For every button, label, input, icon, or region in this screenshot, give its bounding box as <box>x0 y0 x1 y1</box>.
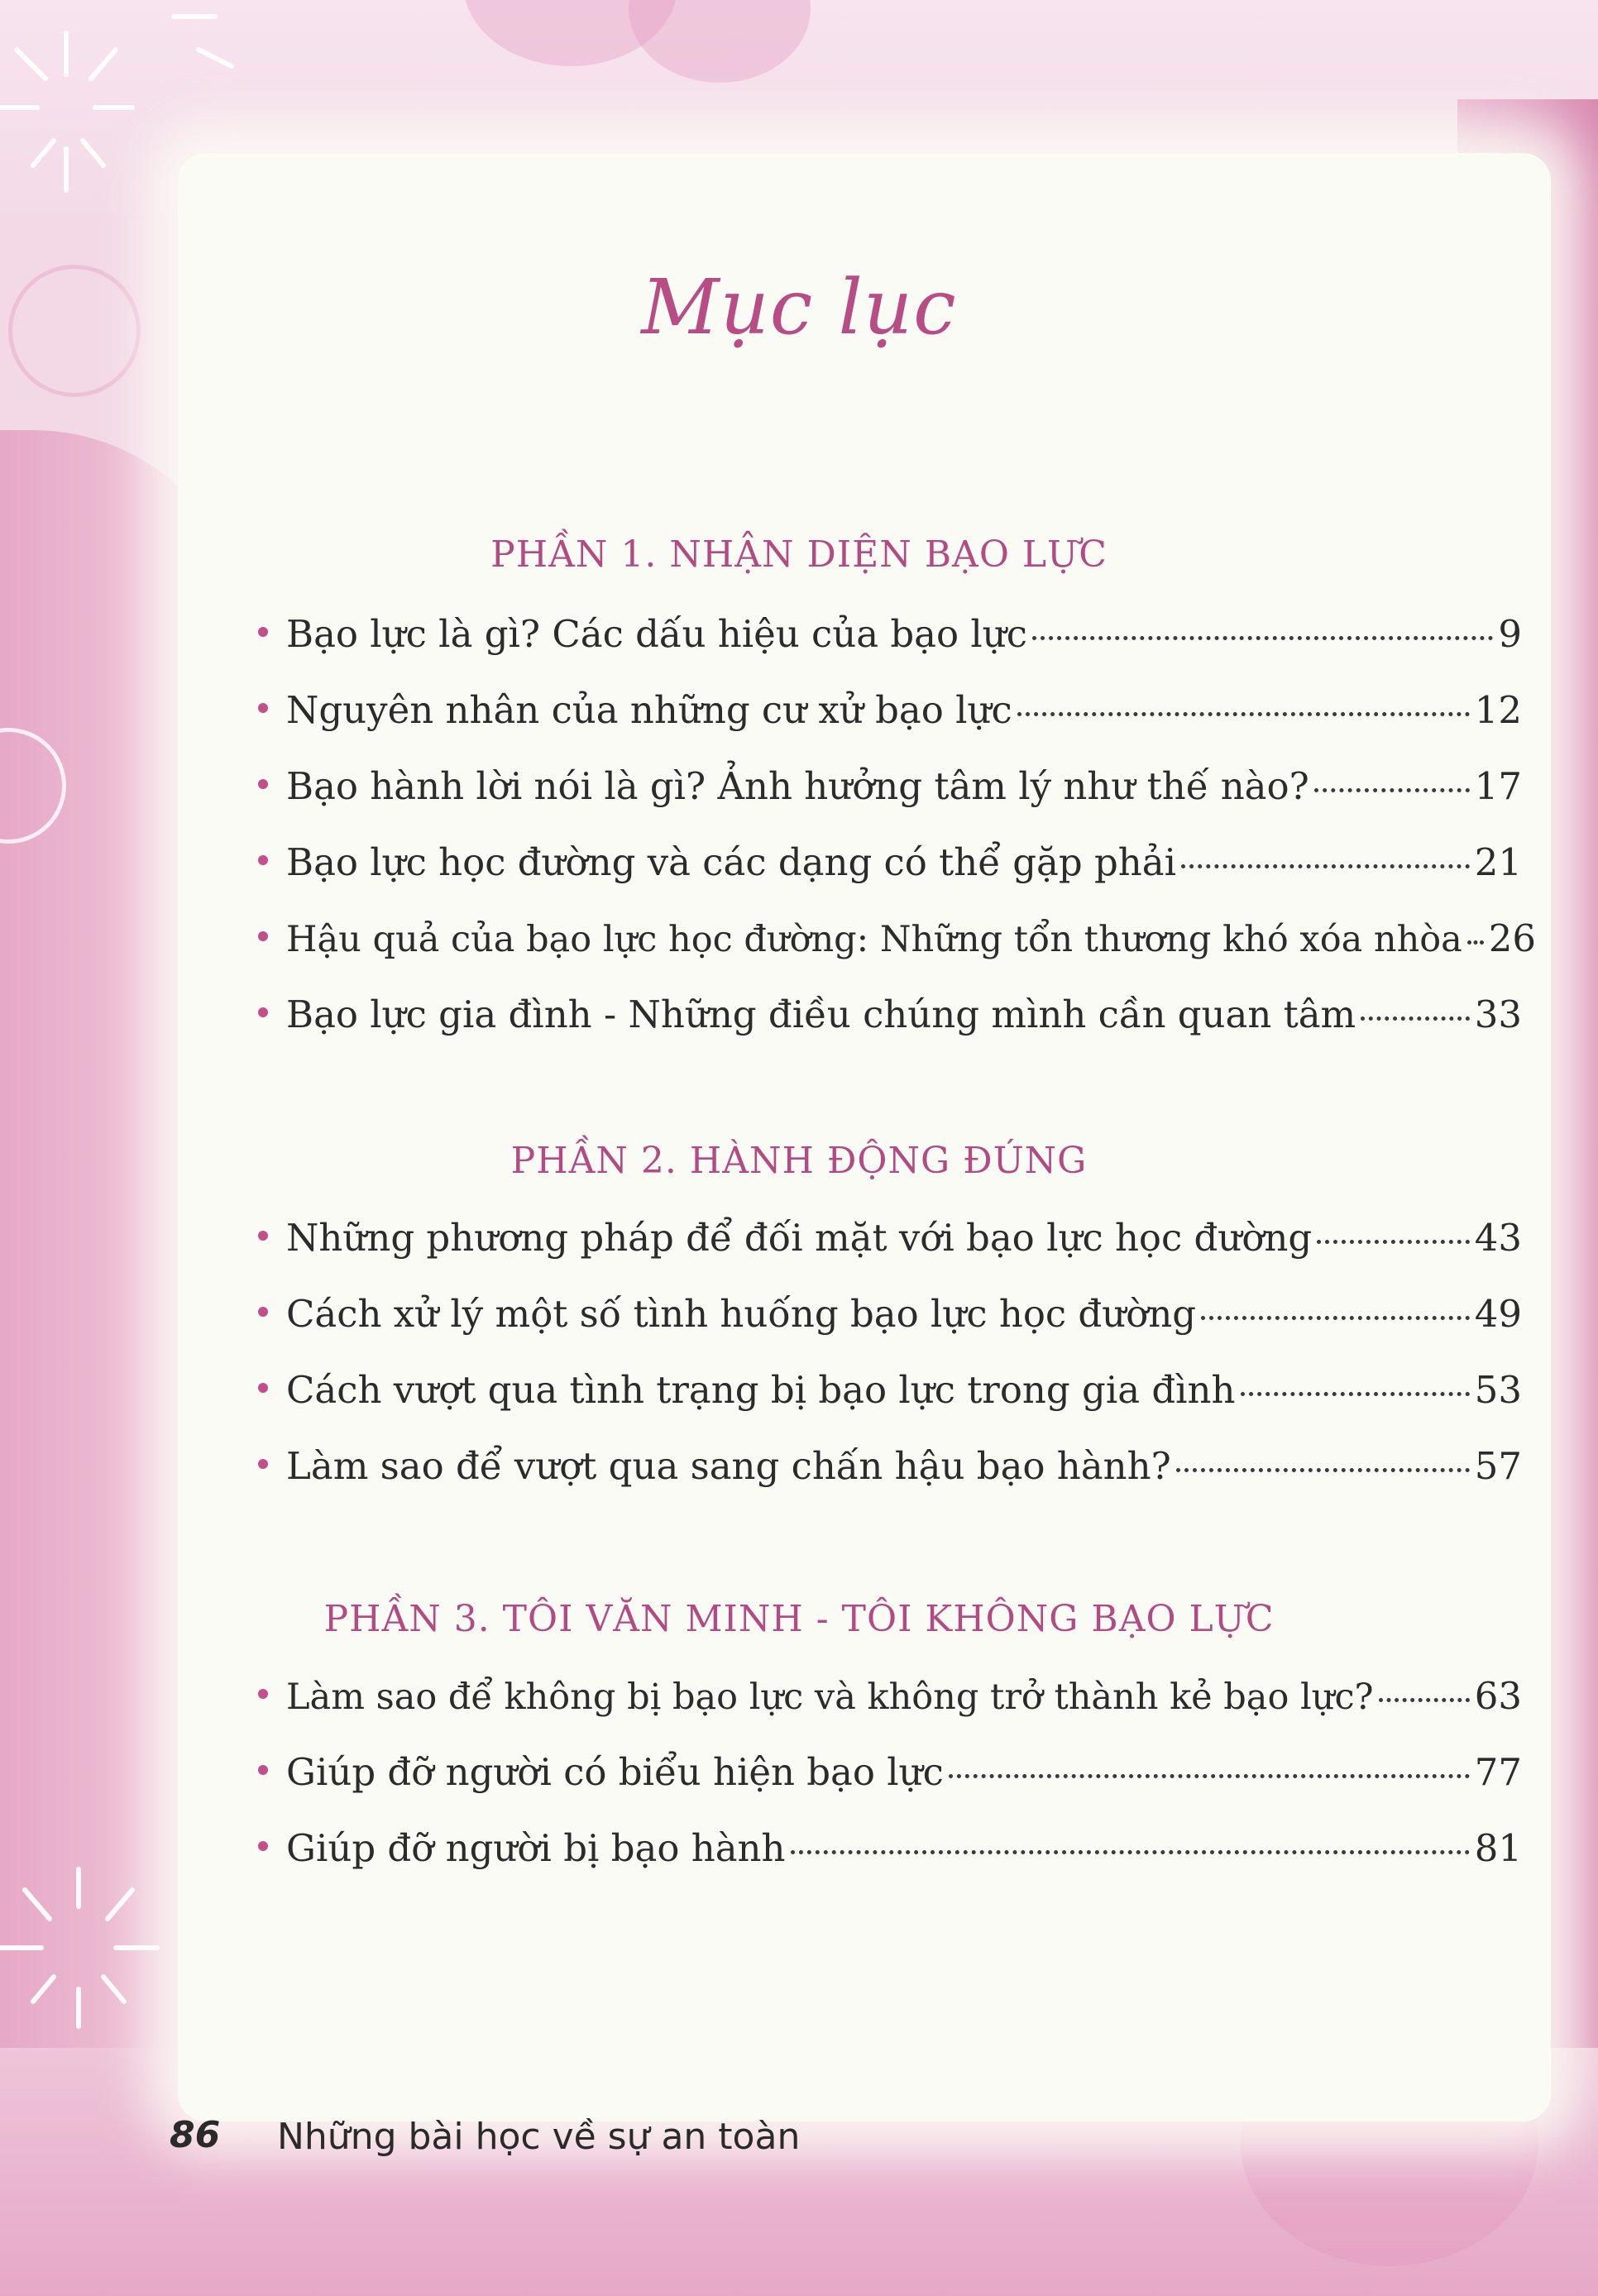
dot-leader <box>1181 864 1470 868</box>
dot-leader <box>1176 1468 1470 1472</box>
dot-leader <box>1361 1016 1470 1021</box>
bullet-icon <box>258 1841 268 1851</box>
bullet-icon <box>258 1765 268 1775</box>
toc-entry-title: Làm sao để vượt qua sang chấn hậu bạo hành? <box>286 1444 1171 1488</box>
sparkle-decoration <box>0 1853 182 2035</box>
toc-entry-title: Giúp đỡ người bị bạo hành <box>286 1826 786 1870</box>
toc-entry[interactable] <box>258 840 1522 895</box>
bullet-icon <box>258 1231 268 1241</box>
toc-entry-title: Giúp đỡ người có biểu hiện bạo lực <box>286 1750 944 1794</box>
toc-entry-title: Cách xử lý một số tình huống bạo lực học đường <box>286 1292 1197 1336</box>
toc-entry-page: 12 <box>1474 688 1522 732</box>
toc-entry-title: Những phương pháp để đối mặt với bạo lực học đường <box>286 1216 1313 1260</box>
toc-entry[interactable] <box>258 1750 1522 1805</box>
toc-entry-page: 33 <box>1474 993 1522 1036</box>
bullet-icon <box>258 779 268 789</box>
toc-entry-title: Bạo lực là gì? Các dấu hiệu của bạo lực <box>286 612 1027 656</box>
page-title: Mục lục <box>641 263 957 352</box>
bullet-icon <box>258 931 268 941</box>
bullet-icon <box>258 855 268 865</box>
toc-entry-page: 17 <box>1474 764 1522 808</box>
toc-entry[interactable] <box>258 993 1522 1047</box>
bullet-icon <box>258 1689 268 1699</box>
bullet-icon <box>258 703 268 713</box>
toc-entry[interactable] <box>258 612 1522 667</box>
dot-leader <box>1314 788 1470 792</box>
bullet-icon <box>258 1007 268 1017</box>
section-heading: PHẦN 1. NHẬN DIỆN BẠO LỰC <box>490 533 1108 576</box>
dot-leader <box>1241 1392 1470 1396</box>
toc-entry[interactable] <box>258 916 1537 971</box>
toc-entry-page: 21 <box>1474 840 1522 884</box>
toc-entry[interactable] <box>258 1674 1522 1729</box>
toc-entry-title: Hậu quả của bạo lực học đường: Những tổn thương khó xóa nhòa <box>286 919 1462 960</box>
toc-entry-page: 77 <box>1474 1750 1522 1794</box>
bullet-icon <box>258 1307 268 1317</box>
toc-entry-title: Bạo lực gia đình - Những điều chúng mình cần quan tâm <box>286 993 1356 1036</box>
toc-entry[interactable] <box>258 1826 1522 1881</box>
dot-leader <box>1201 1316 1470 1320</box>
footer-page-number: 86 <box>170 2114 221 2156</box>
toc-entry-page: 53 <box>1474 1368 1522 1412</box>
dot-leader <box>1032 636 1493 640</box>
toc-entry[interactable] <box>258 1292 1522 1347</box>
toc-entry-page: 26 <box>1488 916 1537 960</box>
toc-entry-title: Nguyên nhân của những cư xử bạo lực <box>286 688 1012 732</box>
dot-leader <box>1467 940 1484 945</box>
bullet-icon <box>258 627 268 637</box>
toc-entry-page: 9 <box>1498 612 1522 656</box>
toc-entry-page: 81 <box>1474 1826 1522 1870</box>
toc-entry-page: 57 <box>1474 1444 1522 1488</box>
dot-leader <box>791 1850 1470 1854</box>
bullet-icon <box>258 1383 268 1393</box>
toc-entry-page: 49 <box>1474 1292 1522 1336</box>
toc-entry-title: Bạo lực học đường và các dạng có thể gặp phải <box>286 840 1176 884</box>
dot-leader <box>1317 1240 1470 1244</box>
toc-entry-title: Bạo hành lời nói là gì? Ảnh hưởng tâm lý như thế nào? <box>286 764 1309 808</box>
toc-entry[interactable] <box>258 764 1522 819</box>
section-heading: PHẦN 2. HÀNH ĐỘNG ĐÚNG <box>510 1140 1088 1182</box>
toc-entry-page: 63 <box>1474 1674 1522 1718</box>
dot-leader <box>1379 1698 1470 1702</box>
toc-entry-page: 43 <box>1474 1216 1522 1260</box>
section-heading: PHẦN 3. TÔI VĂN MINH - TÔI KHÔNG BẠO LỰC <box>323 1598 1275 1640</box>
bullet-icon <box>258 1459 268 1469</box>
toc-entry[interactable] <box>258 688 1522 743</box>
toc-entry[interactable] <box>258 1368 1522 1423</box>
toc-entry-title: Cách vượt qua tình trạng bị bạo lực trong gia đình <box>286 1368 1236 1412</box>
toc-entry[interactable] <box>258 1216 1522 1270</box>
footer-book-title: Những bài học về sự an toàn <box>277 2116 801 2158</box>
toc-entry-title: Làm sao để không bị bạo lực và không trở thành kẻ bạo lực? <box>286 1677 1374 1718</box>
dot-leader <box>1017 712 1470 716</box>
dot-leader <box>949 1774 1470 1778</box>
toc-entry[interactable] <box>258 1444 1522 1499</box>
